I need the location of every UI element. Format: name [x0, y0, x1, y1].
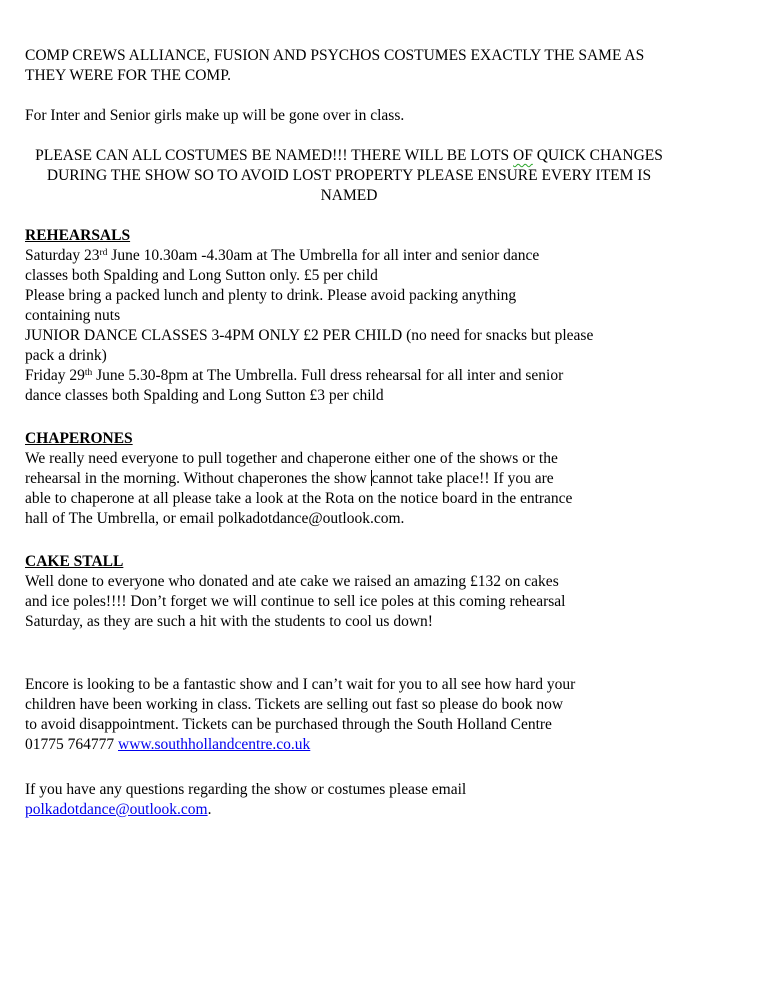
text-line: We really need everyone to pull together and chaperone either one of the shows or the [25, 450, 558, 467]
text-line [25, 146, 673, 166]
text-line: to avoid disappointment. Tickets can be purchased through the South Holland Centre [25, 716, 552, 733]
sentence-period: . [207, 801, 212, 818]
text-line [25, 800, 673, 820]
text-line [25, 429, 673, 449]
text-line [25, 735, 673, 755]
spellcheck-squiggle-word: OF [513, 147, 533, 164]
text-line: COMP CREWS ALLIANCE, FUSION AND PSYCHOS COSTUMES EXACTLY THE SAME AS [25, 47, 645, 64]
text-line: children have been working in class. Tickets are selling out fast so please do book now [25, 696, 564, 713]
cake-stall-heading: CAKE STALL [25, 553, 124, 570]
text-line: DURING THE SHOW SO TO AVOID LOST PROPERTY PLEASE ENSURE EVERY ITEM IS [46, 167, 652, 184]
text-line [25, 366, 673, 386]
text-line: Well done to everyone who donated and ate cake we raised an amazing £132 on cakes [25, 573, 559, 590]
cake-stall-section [25, 552, 673, 632]
chaperones-text: rehearsal in the morning. Without chaperones the show [25, 470, 371, 487]
text-line [25, 552, 673, 572]
rehearsal-detail-text: June 5.30-8pm at The Umbrella. Full dress rehearsal for all inter and senior [92, 367, 564, 384]
chaperones-section [25, 429, 673, 529]
costume-naming-notice [25, 146, 673, 206]
rehearsals-heading: REHEARSALS [25, 227, 131, 244]
chaperones-text: cannot take place!! If you are [371, 470, 554, 487]
text-line: hall of The Umbrella, or email polkadotdance@outlook.com. [25, 510, 405, 527]
phone-number-text: 01775 764777 [25, 736, 118, 753]
spacer [25, 406, 673, 429]
rehearsal-detail-text: June 10.30am -4.30am at The Umbrella for all inter and senior dance [107, 247, 540, 264]
ordinal-superscript: rd [99, 248, 108, 258]
text-line: pack a drink) [25, 347, 107, 364]
spacer [25, 632, 673, 675]
email-link[interactable]: polkadotdance@outlook.com [25, 801, 208, 818]
rehearsals-section [25, 226, 673, 406]
contact-paragraph [25, 780, 673, 820]
text-line: Saturday, as they are such a hit with the students to cool us down! [25, 613, 433, 630]
text-line: able to chaperone at all please take a look at the Rota on the notice board in the entrance [25, 490, 573, 507]
ordinal-superscript: th [84, 368, 93, 378]
text-line: containing nuts [25, 307, 121, 324]
spacer [25, 529, 673, 552]
text-line [25, 226, 673, 246]
text-line: dance classes both Spalding and Long Sutton £3 per child [25, 387, 384, 404]
text-line: JUNIOR DANCE CLASSES 3-4PM ONLY £2 PER CHILD (no need for snacks but please [25, 327, 594, 344]
notice-text: QUICK CHANGES [532, 147, 663, 164]
text-line: Please bring a packed lunch and plenty to drink. Please avoid packing anything [25, 287, 517, 304]
website-link[interactable]: www.southhollandcentre.co.uk [118, 736, 311, 753]
text-line [25, 469, 673, 489]
text-line: THEY WERE FOR THE COMP. [25, 67, 231, 84]
makeup-note-paragraph: For Inter and Senior girls make up will be gone over in class. [25, 107, 405, 124]
encore-paragraph [25, 675, 673, 755]
notice-text: PLEASE CAN ALL COSTUMES BE NAMED!!! THERE WILL BE LOTS [35, 147, 514, 164]
spacer [25, 755, 673, 780]
spacer [25, 126, 673, 146]
text-line: and ice poles!!!! Don’t forget we will continue to sell ice poles at this coming rehearsal [25, 593, 566, 610]
text-line: classes both Spalding and Long Sutton only. £5 per child [25, 267, 378, 284]
rehearsal-date-text: Saturday 23 [25, 247, 100, 264]
chaperones-heading: CHAPERONES [25, 430, 133, 447]
text-line: Encore is looking to be a fantastic show and I can’t wait for you to all see how hard your [25, 676, 576, 693]
rehearsal-date-text: Friday 29 [25, 367, 85, 384]
spacer [25, 86, 673, 106]
text-line: NAMED [320, 187, 378, 204]
text-line: If you have any questions regarding the show or costumes please email [25, 781, 467, 798]
text-line [25, 246, 673, 266]
document-body [25, 46, 673, 820]
intro-paragraph [25, 46, 673, 86]
spacer [25, 206, 673, 226]
